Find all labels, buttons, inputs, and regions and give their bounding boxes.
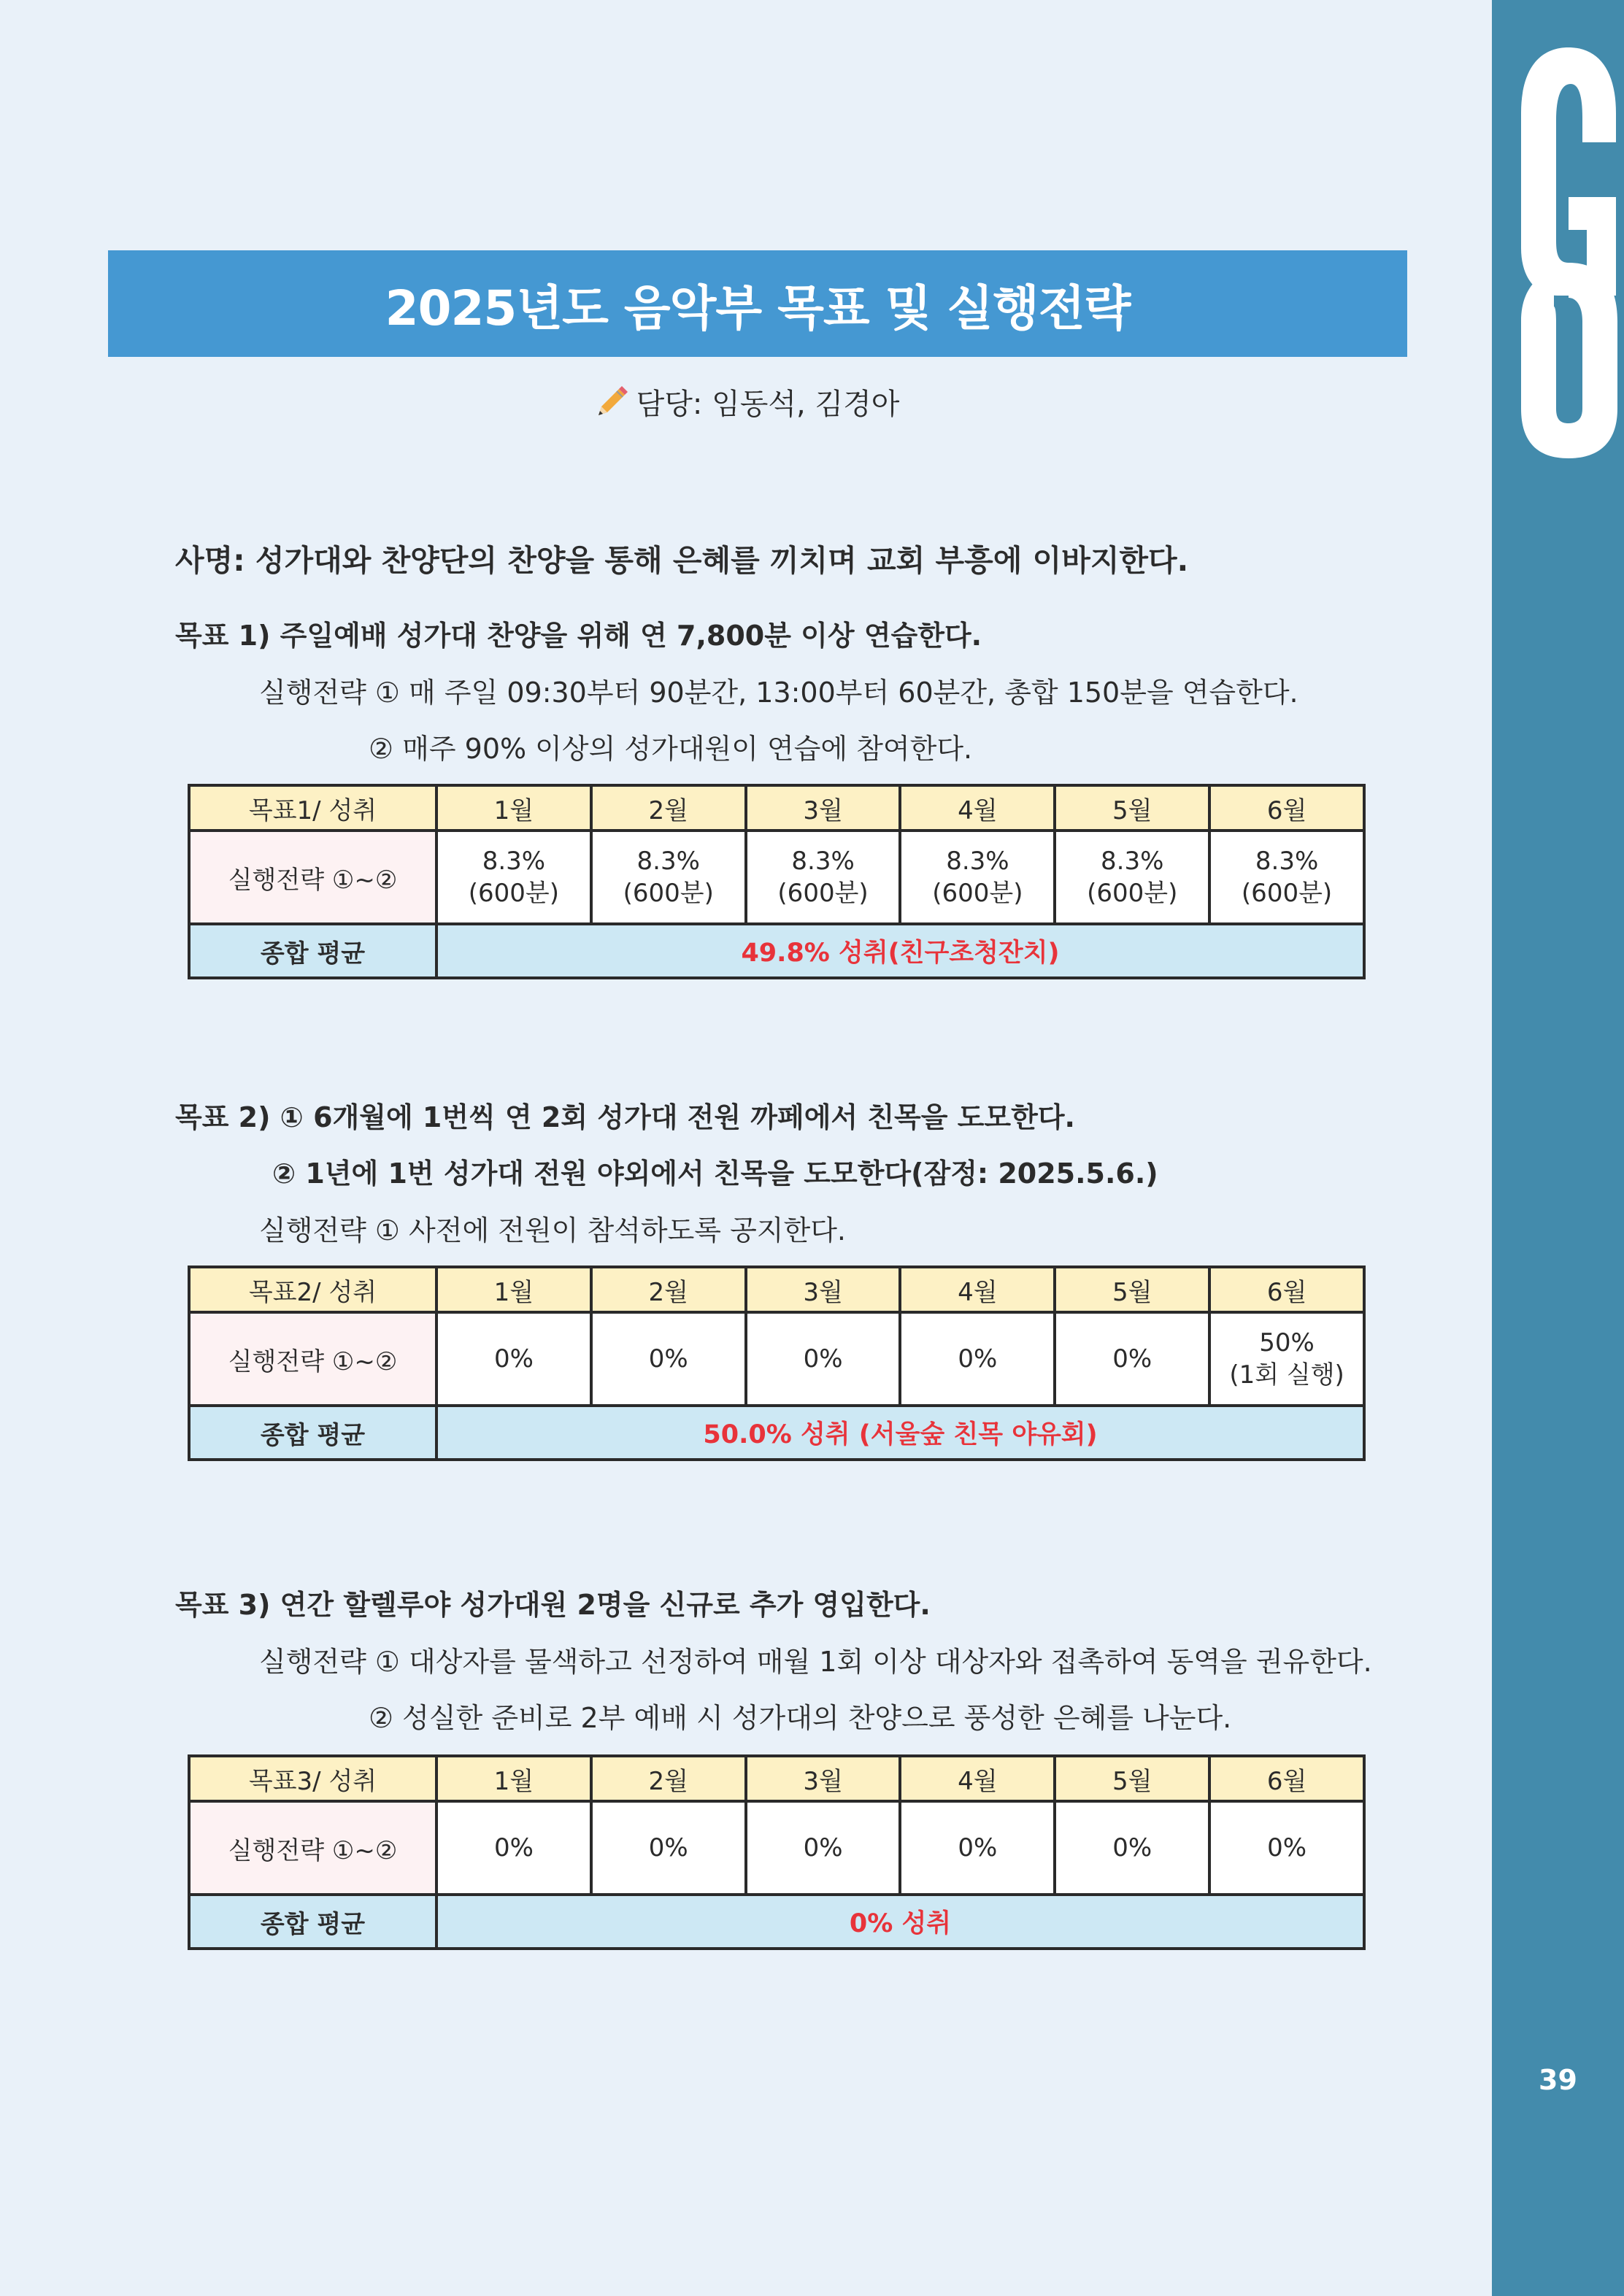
value-detail: (600분) [777,879,869,908]
value-cell [900,831,1055,924]
header-cell: 4월 [900,785,1055,831]
header-cell: 6월 [1209,1756,1364,1801]
goal2-heading2: ② 1년에 1번 성가대 전원 야외에서 친목을 도모한다(잠정: 2025.5.6.) [272,1157,1158,1190]
value-pct: 0% [648,1833,688,1862]
value-detail: (600분) [1241,879,1333,908]
value-cell [591,831,746,924]
go-logo-icon [1506,44,1623,460]
avg-value: 0% 성취 [436,1895,1364,1949]
value-pct: 0% [803,1344,843,1374]
table-row [189,1312,1364,1406]
goal3-table [188,1754,1366,1950]
value-pct: 0% [1267,1833,1307,1862]
page-title: 2025년도 음악부 목표 및 실행전략 [385,280,1131,336]
header-cell: 6월 [1209,785,1364,831]
header-cell: 5월 [1055,1267,1209,1312]
value-pct: 50% [1259,1328,1315,1357]
goal3-strategy1: 실행전략 ① 대상자를 물색하고 선정하여 매월 1회 이상 대상자와 접촉하여 동역을 권유한다. [259,1646,1372,1678]
goal1-heading: 목표 1) 주일예배 성가대 찬양을 위해 연 7,800분 이상 연습한다. [175,620,982,652]
table-header-row [189,1756,1364,1801]
value-pct: 0% [1112,1833,1152,1862]
value-cell [591,1801,746,1895]
value-pct: 8.3% [1255,846,1319,876]
value-cell [1209,831,1364,924]
value-pct: 0% [648,1344,688,1374]
header-cell: 3월 [746,785,901,831]
goal1-table [188,784,1366,979]
header-cell: 1월 [436,1756,591,1801]
header-cell: 5월 [1055,785,1209,831]
goal3-strategy2: ② 성실한 준비로 2부 예배 시 성가대의 찬양으로 풍성한 은혜를 나눈다. [369,1702,1232,1734]
value-cell [591,1312,746,1406]
value-detail: (600분) [932,879,1023,908]
value-detail: (1회 실행) [1229,1360,1344,1390]
header-cell: 목표1/ 성취 [189,785,436,831]
manager-text: 담당: 임동석, 김경아 [636,388,900,421]
goal2-strategy1: 실행전략 ① 사전에 전원이 참석하도록 공지한다. [259,1214,846,1247]
value-pct: 0% [493,1344,534,1374]
value-pct: 8.3% [636,846,700,876]
avg-label: 종합 평균 [189,924,436,978]
value-cell [436,1312,591,1406]
value-cell [900,1312,1055,1406]
goal3-heading: 목표 3) 연간 할렐루야 성가대원 2명을 신규로 추가 영입한다. [175,1589,931,1621]
header-cell: 2월 [591,1756,746,1801]
goal1-strategy2: ② 매주 90% 이상의 성가대원이 연습에 참여한다. [369,733,973,765]
header-cell: 4월 [900,1267,1055,1312]
value-pct: 0% [958,1833,998,1862]
header-cell: 2월 [591,785,746,831]
table-avg-row [189,1895,1364,1949]
avg-label: 종합 평균 [189,1406,436,1460]
value-pct: 0% [1112,1344,1152,1374]
header-cell: 5월 [1055,1756,1209,1801]
goal1-strategy1: 실행전략 ① 매 주일 09:30부터 90분간, 13:00부터 60분간, 총합 150분을 연습한다. [259,677,1298,709]
value-cell [746,831,901,924]
row-label: 실행전략 ①~② [189,1801,436,1895]
value-detail: (600분) [468,879,560,908]
table-avg-row [189,924,1364,978]
goal2-heading: 목표 2) ① 6개월에 1번씩 연 2회 성가대 전원 까페에서 친목을 도모한다. [175,1101,1075,1133]
value-pct: 0% [958,1344,998,1374]
avg-label: 종합 평균 [189,1895,436,1949]
value-cell [746,1312,901,1406]
value-detail: (600분) [623,879,714,908]
header-cell: 목표3/ 성취 [189,1756,436,1801]
title-banner [108,250,1407,357]
value-pct: 0% [803,1833,843,1862]
page-number: 39 [1539,2064,1577,2096]
value-pct: 0% [493,1833,534,1862]
row-label: 실행전략 ①~② [189,831,436,924]
value-cell [436,1801,591,1895]
header-cell: 1월 [436,1267,591,1312]
header-cell: 6월 [1209,1267,1364,1312]
value-cell [1209,1312,1364,1406]
header-cell: 3월 [746,1267,901,1312]
value-cell [900,1801,1055,1895]
goal2-table [188,1266,1366,1461]
manager-line [0,381,1492,423]
value-cell [1055,1312,1209,1406]
table-row [189,831,1364,924]
header-cell: 4월 [900,1756,1055,1801]
value-cell [1209,1801,1364,1895]
avg-value: 49.8% 성취(친구초청잔치) [436,924,1364,978]
value-pct: 8.3% [1101,846,1164,876]
value-cell [1055,1801,1209,1895]
mission-statement: 사명: 성가대와 찬양단의 찬양을 통해 은혜를 끼치며 교회 부흥에 이바지한다. [175,543,1189,578]
value-cell [746,1801,901,1895]
value-pct: 8.3% [482,846,546,876]
header-cell: 3월 [746,1756,901,1801]
table-avg-row [189,1406,1364,1460]
table-header-row [189,1267,1364,1312]
value-pct: 8.3% [946,846,1009,876]
avg-value: 50.0% 성취 (서울숲 친목 야유회) [436,1406,1364,1460]
row-label: 실행전략 ①~② [189,1312,436,1406]
table-header-row [189,785,1364,831]
header-cell: 1월 [436,785,591,831]
header-cell: 목표2/ 성취 [189,1267,436,1312]
value-cell [436,831,591,924]
value-pct: 8.3% [791,846,855,876]
value-detail: (600분) [1087,879,1178,908]
value-cell [1055,831,1209,924]
header-cell: 2월 [591,1267,746,1312]
pencil-icon [593,383,631,421]
table-row [189,1801,1364,1895]
